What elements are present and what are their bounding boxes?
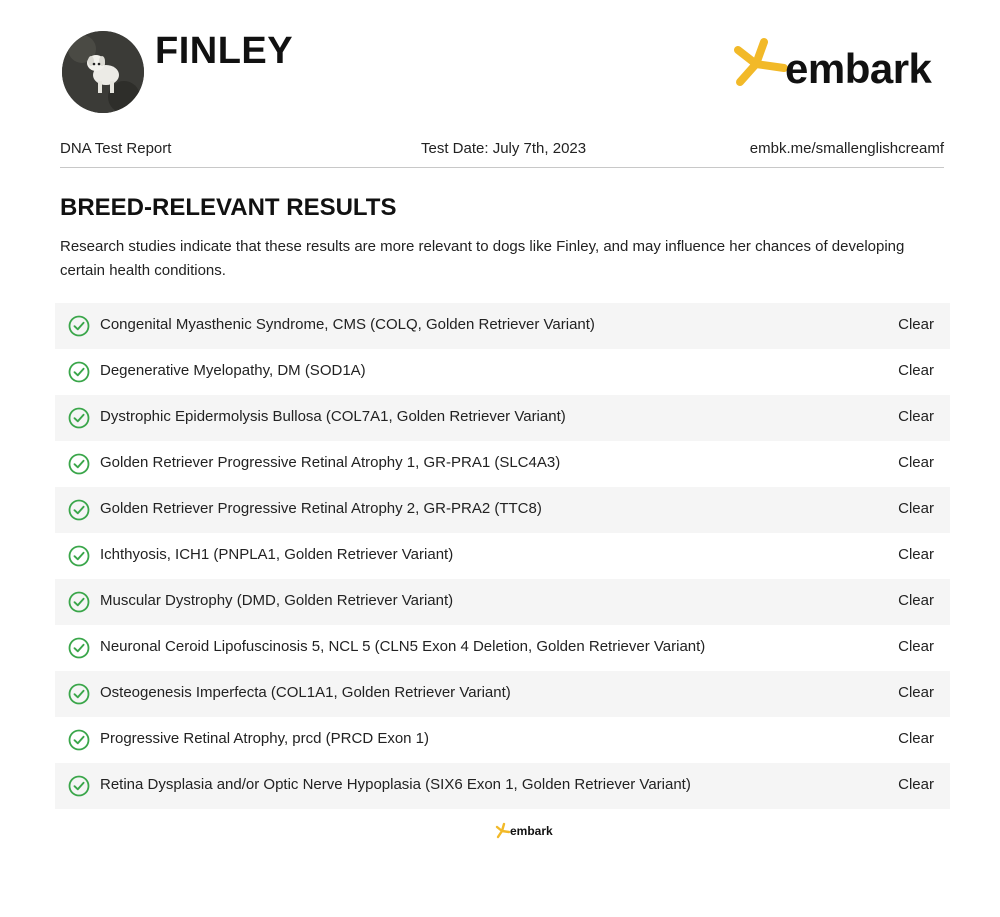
result-status: Clear	[898, 500, 934, 517]
result-name: Neuronal Ceroid Lipofuscinosis 5, NCL 5 (CLN5 Exon 4 Deletion, Golden Retriever Variant)	[100, 638, 706, 655]
result-name: Muscular Dystrophy (DMD, Golden Retriever Variant)	[100, 592, 454, 609]
report-type: DNA Test Report	[60, 140, 172, 157]
short-link[interactable]: embk.me/smallenglishcreamf	[749, 140, 944, 157]
result-row	[55, 625, 950, 671]
result-name: Golden Retriever Progressive Retinal Atrophy 1, GR-PRA1 (SLC4A3)	[100, 454, 561, 471]
result-status: Clear	[898, 730, 934, 747]
result-row	[55, 579, 950, 625]
check-circle-icon	[68, 775, 90, 797]
result-row	[55, 671, 950, 717]
result-name: Progressive Retinal Atrophy, prcd (PRCD Exon 1)	[100, 730, 430, 747]
test-date: Test Date: July 7th, 2023	[421, 140, 587, 157]
check-circle-icon	[68, 545, 90, 567]
results-list	[55, 303, 950, 809]
check-circle-icon	[68, 315, 90, 337]
result-status: Clear	[898, 776, 934, 793]
result-name: Degenerative Myelopathy, DM (SOD1A)	[100, 362, 366, 379]
result-row	[55, 441, 950, 487]
dog-name: FINLEY	[155, 30, 294, 72]
result-name: Congenital Myasthenic Syndrome, CMS (COLQ, Golden Retriever Variant)	[100, 316, 595, 333]
dog-photo	[62, 31, 144, 113]
result-status: Clear	[898, 362, 934, 379]
check-circle-icon	[68, 729, 90, 751]
result-row	[55, 395, 950, 441]
result-status: Clear	[898, 316, 934, 333]
result-name: Retina Dysplasia and/or Optic Nerve Hypoplasia (SIX6 Exon 1, Golden Retriever Variant)	[100, 776, 691, 793]
brand-wordmark: embark	[785, 45, 932, 92]
result-status: Clear	[898, 684, 934, 701]
result-status: Clear	[898, 592, 934, 609]
dog-avatar	[62, 31, 144, 113]
result-row	[55, 533, 950, 579]
check-circle-icon	[68, 407, 90, 429]
check-circle-icon	[68, 591, 90, 613]
result-row	[55, 487, 950, 533]
check-circle-icon	[68, 637, 90, 659]
header-divider	[60, 167, 944, 168]
result-name: Golden Retriever Progressive Retinal Atrophy 2, GR-PRA2 (TTC8)	[100, 500, 542, 517]
check-circle-icon	[68, 499, 90, 521]
check-circle-icon	[68, 683, 90, 705]
result-name: Dystrophic Epidermolysis Bullosa (COL7A1, Golden Retriever Variant)	[100, 408, 566, 425]
result-status: Clear	[898, 408, 934, 425]
result-row	[55, 303, 950, 349]
result-row	[55, 349, 950, 395]
footer-wordmark: embark	[510, 824, 553, 838]
check-circle-icon	[68, 361, 90, 383]
result-name: Ichthyosis, ICH1 (PNPLA1, Golden Retriever Variant)	[100, 546, 454, 563]
section-description: Research studies indicate that these results are more relevant to dogs like Finley, and may influence her chances of developing certain health conditions.	[60, 238, 905, 279]
result-status: Clear	[898, 454, 934, 471]
result-status: Clear	[898, 638, 934, 655]
result-status: Clear	[898, 546, 934, 563]
report-meta	[60, 140, 944, 160]
section-title: BREED-RELEVANT RESULTS	[60, 194, 397, 221]
result-row	[55, 717, 950, 763]
result-row	[55, 763, 950, 809]
result-name: Osteogenesis Imperfecta (COL1A1, Golden Retriever Variant)	[100, 684, 511, 701]
check-circle-icon	[68, 453, 90, 475]
